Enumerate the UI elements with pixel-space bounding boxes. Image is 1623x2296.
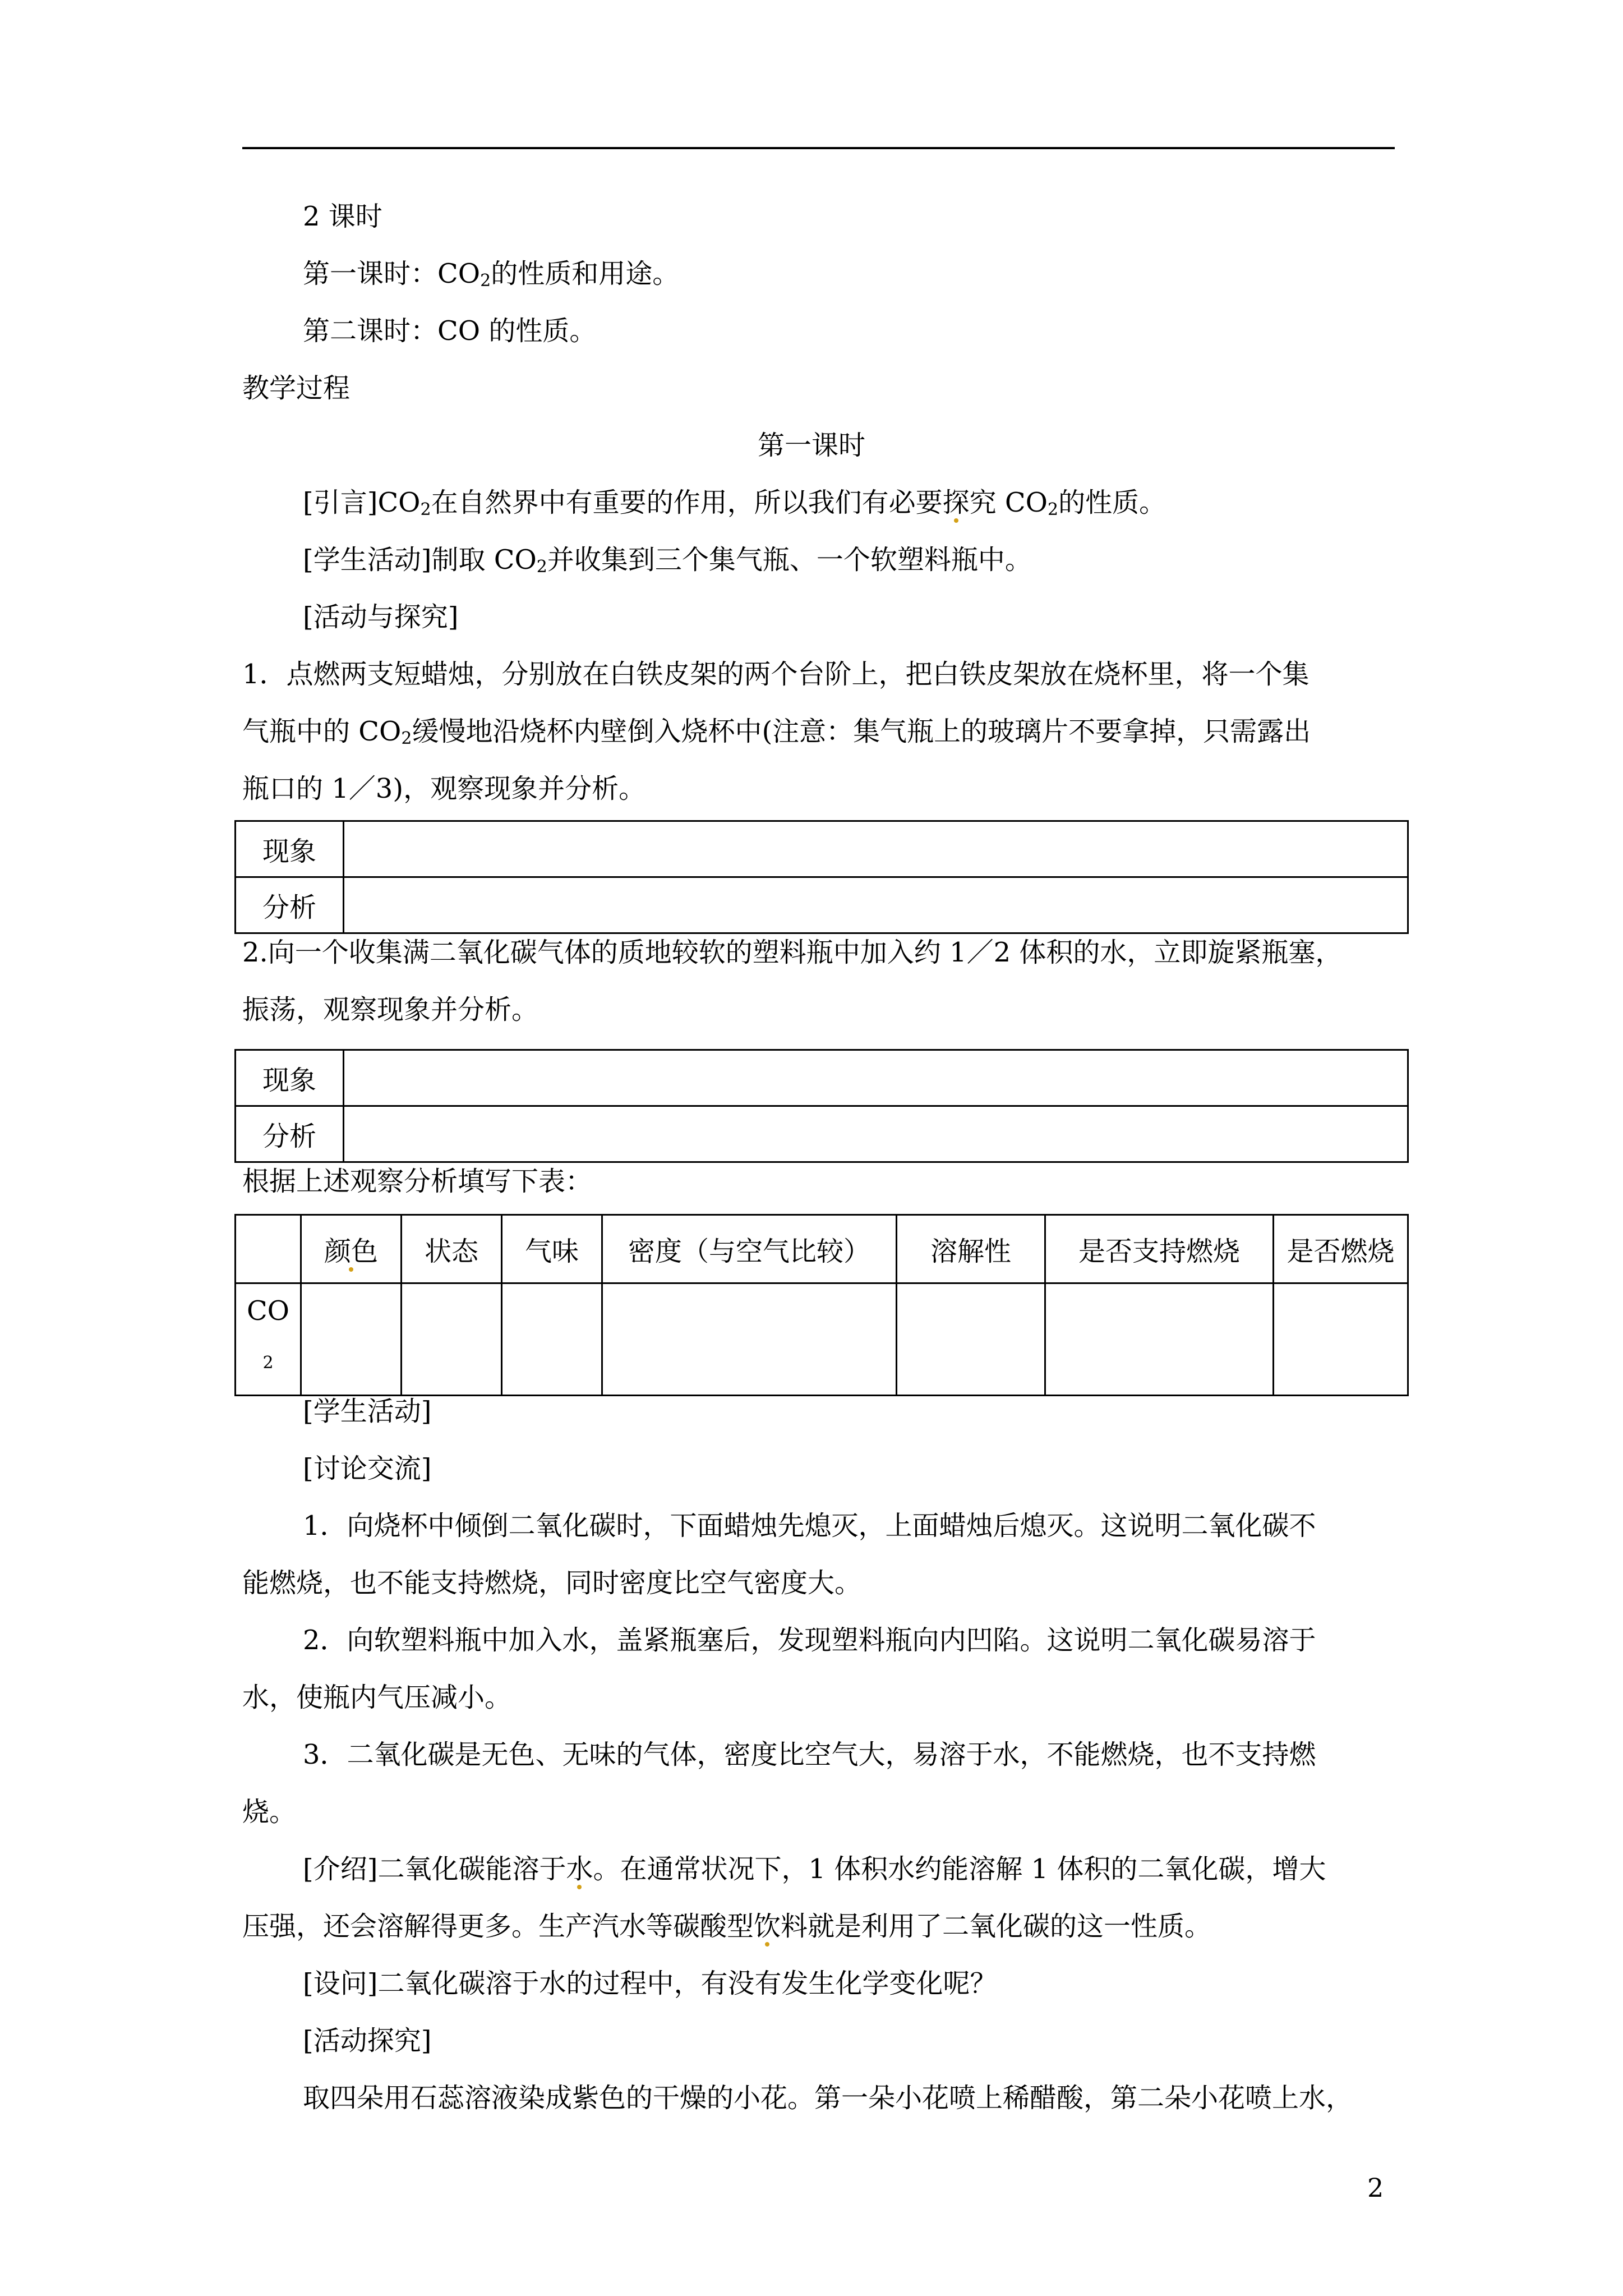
text-line: 压强，还会溶解得更多。生产汽水等碳酸型饮料就是利用了二氧化碳的这一性质。 [242, 1911, 1212, 1942]
co2-properties-table [234, 1214, 1409, 1396]
table-cell-empty [502, 1283, 602, 1396]
text-line: 第二课时：CO 的性质。 [303, 315, 597, 347]
text-line: 2 课时 [303, 201, 382, 232]
table-header-cell: 状态 [402, 1215, 502, 1283]
observation-table-2 [234, 1049, 1409, 1163]
table-header-cell: 气味 [502, 1215, 602, 1283]
table-cell-empty [1045, 1283, 1274, 1396]
text-line: [活动探究] [303, 2025, 432, 2056]
table-cell-empty [301, 1283, 402, 1396]
text-line: 水，使瓶内气压减小。 [242, 1682, 512, 1713]
table-header-cell: 是否支持燃烧 [1045, 1215, 1274, 1283]
table-row-label: CO 2 [236, 1283, 301, 1396]
table-header-cell: 是否燃烧 [1274, 1215, 1408, 1283]
header-rule [242, 147, 1395, 149]
text-line: [学生活动] [303, 1396, 432, 1427]
text-line: 振荡，观察现象并分析。 [242, 994, 539, 1025]
table-cell-empty [344, 1106, 1408, 1162]
text-line: 2.向一个收集满二氧化碳气体的质地较软的塑料瓶中加入约 1／2 体积的水，立即旋紧瓶塞， [242, 937, 1343, 968]
table-header-row [236, 1215, 1408, 1283]
table-cell-label: 现象 [236, 1050, 344, 1106]
lesson-title: 第一课时 [757, 430, 865, 461]
table-header-cell [236, 1215, 301, 1283]
table-cell-empty [344, 877, 1408, 933]
text-line: 2．向软塑料瓶中加入水，盖紧瓶塞后，发现塑料瓶向内凹陷。这说明二氧化碳易溶于 [303, 1625, 1316, 1656]
table-header-cell: 颜色 [301, 1215, 402, 1283]
text-line: 3．二氧化碳是无色、无味的气体，密度比空气大，易溶于水，不能燃烧，也不支持燃 [303, 1739, 1316, 1770]
table-header-cell: 密度（与空气比较） [602, 1215, 897, 1283]
text-line: 瓶口的 1／3)，观察现象并分析。 [242, 773, 646, 804]
observation-table-1 [234, 820, 1409, 934]
text-line: 1．向烧杯中倾倒二氧化碳时，下面蜡烛先熄灭，上面蜡烛后熄灭。这说明二氧化碳不 [303, 1510, 1316, 1542]
text-line: 烧。 [242, 1796, 297, 1828]
table-cell-label: 分析 [236, 877, 344, 933]
table-cell-empty [1274, 1283, 1408, 1396]
table-header-cell: 溶解性 [897, 1215, 1045, 1283]
table-cell-empty [344, 1050, 1408, 1106]
text-line: 第一课时：$CO_2$的性质和用途。 [303, 258, 680, 291]
table-cell-label: 现象 [236, 821, 344, 877]
text-line: 能燃烧，也不能支持燃烧，同时密度比空气密度大。 [242, 1567, 862, 1599]
text-line: [引言]$CO_2$在自然界中有重要的作用，所以我们有必要探究 $CO_2$的性质。 [303, 487, 1166, 519]
text-line: 根据上述观察分析填写下表： [242, 1166, 593, 1197]
page-number: 2 [1367, 2173, 1384, 2203]
table-row [236, 1283, 1408, 1396]
text-line: 气瓶中的 $CO_2$缓慢地沿烧杯内壁倒入烧杯中(注意：集气瓶上的玻璃片不要拿掉，只需露出 [242, 716, 1311, 748]
text-line: 取四朵用石蕊溶液染成紫色的干燥的小花。第一朵小花喷上稀醋酸，第二朵小花喷上水， [303, 2082, 1353, 2114]
text-line: [介绍]二氧化碳能溶于水。在通常状况下，1 体积水约能溶解 1 体积的二氧化碳，增大 [303, 1853, 1326, 1885]
table-cell-empty [897, 1283, 1045, 1396]
text-line: [讨论交流] [303, 1453, 432, 1484]
text-line: 1．点燃两支短蜡烛，分别放在白铁皮架的两个台阶上，把白铁皮架放在烧杯里，将一个集 [242, 659, 1310, 690]
table-cell-empty [402, 1283, 502, 1396]
text-line: [学生活动]制取 $CO_2$并收集到三个集气瓶、一个软塑料瓶中。 [303, 544, 1032, 577]
text-line: [设问]二氧化碳溶于水的过程中，有没有发生化学变化呢？ [303, 1968, 997, 1999]
table-cell-empty [602, 1283, 897, 1396]
table-cell-empty [344, 821, 1408, 877]
section-heading: 教学过程 [242, 372, 351, 404]
text-line: [活动与探究] [303, 601, 459, 633]
table-cell-label: 分析 [236, 1106, 344, 1162]
